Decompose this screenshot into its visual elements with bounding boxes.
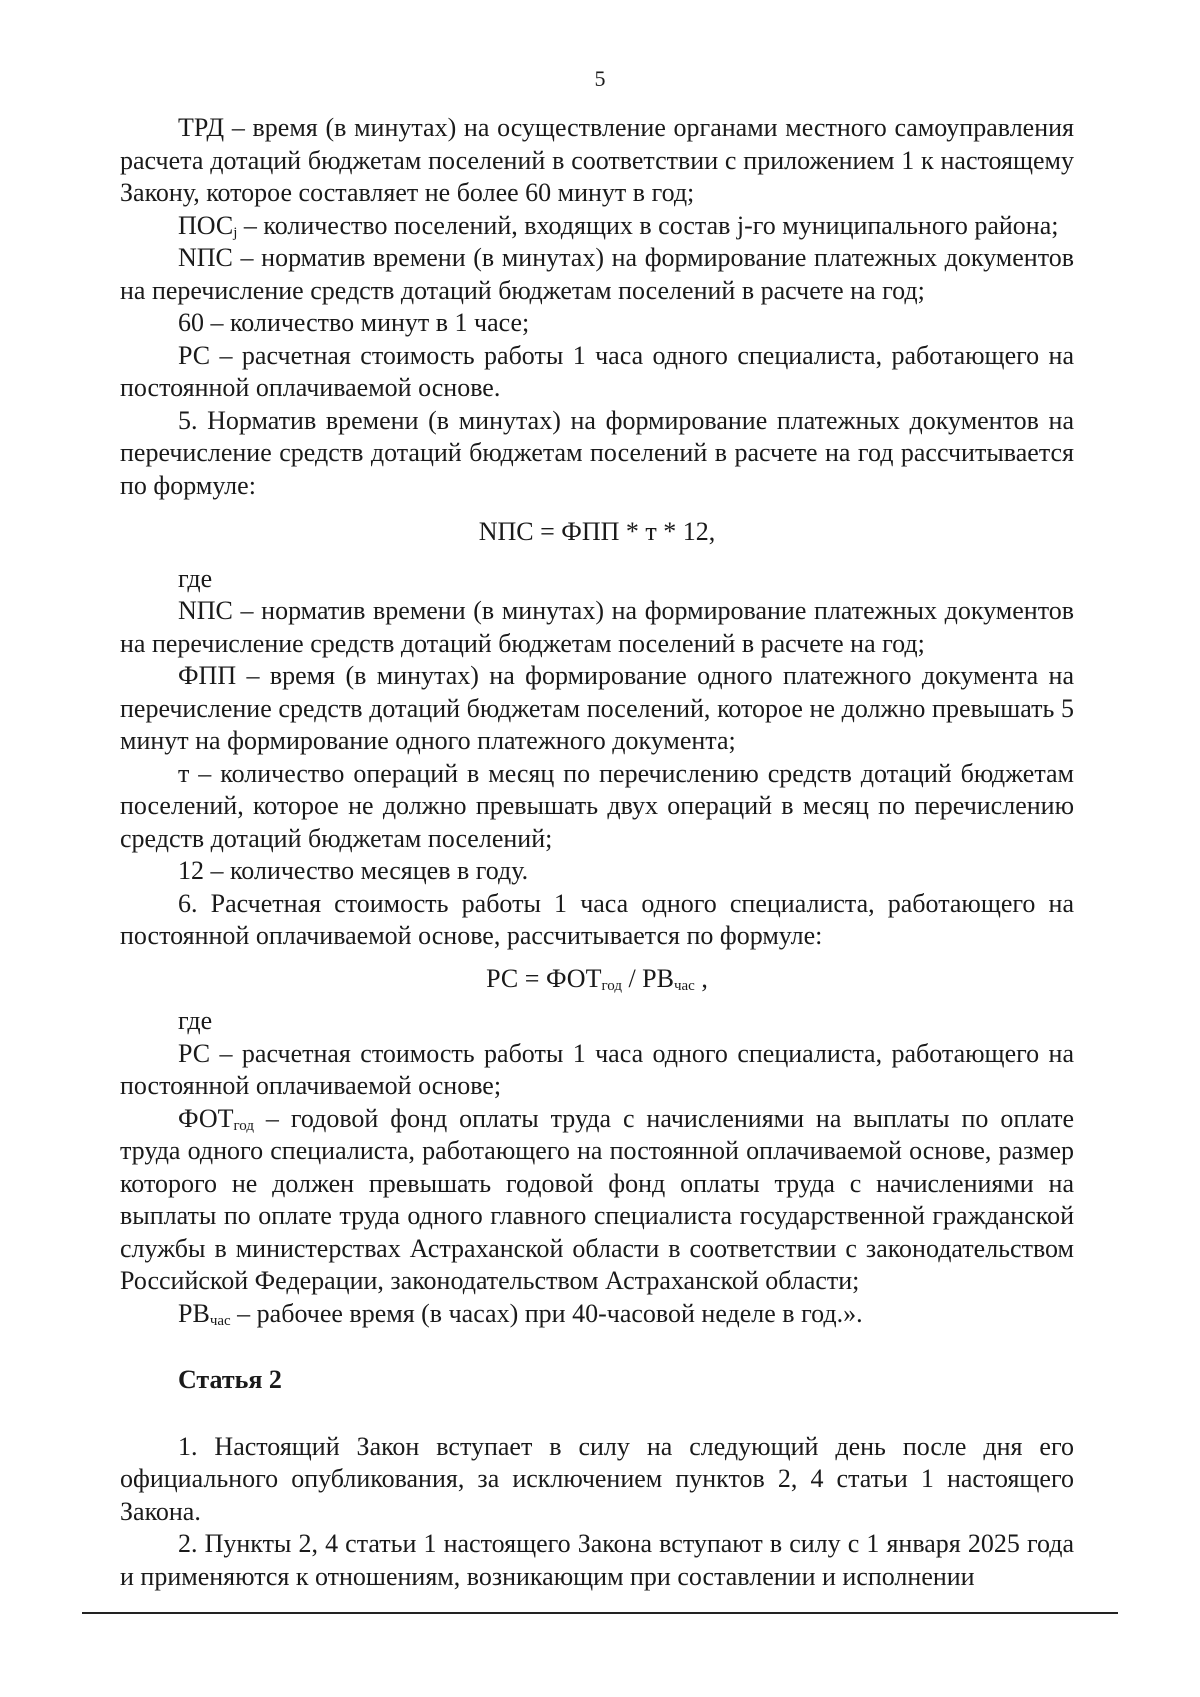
paragraph-pos: [120, 210, 1074, 243]
subscript-chas: час: [673, 977, 695, 994]
formula-rs-part-b: / РВ: [621, 963, 674, 993]
term-pos: ПОС: [178, 210, 234, 240]
page-number: 5: [594, 66, 606, 91]
where-label: где: [178, 563, 213, 593]
paragraph-nps: NПС – норматив времени (в минутах) на формирование платежных документов на перечисление средств дотаций бюджетам поселений в расчете на год;: [120, 243, 1074, 305]
definition-fot: – годовой фонд оплаты труда с начислениями на выплаты по оплате труда одного специалиста, работающего на постоянной оплачиваемой основе, размер которого не должен превышать годовой фонд оплаты труда с начислениями на выплаты по оплате труда одного главного специалиста государственной гражданской службы в министерствах Астраханской области в соответствии с законодательством Российской Федерации, законодательством Астраханской области;: [120, 1103, 1074, 1295]
paragraph-60: 60 – количество минут в 1 часе;: [178, 308, 530, 337]
paragraph-fpp: ФПП – время (в минутах) на формирование одного платежного документа на перечисление средств дотаций бюджетам поселений, которое не должно превышать 5 минут на формирование одного платежного документа;: [120, 661, 1074, 755]
paragraph-article2-1: 1. Настоящий Закон вступает в силу на следующий день после дня его официального опубликования, за исключением пунктов 2, 4 статьи 1 настоящего Закона.: [120, 1431, 1074, 1526]
subscript-fot-god: год: [233, 1117, 255, 1134]
formula-nps: NПС = ФПП * т * 12,: [478, 517, 716, 546]
subscript-god: год: [601, 977, 622, 994]
definition-pos: – количество поселений, входящих в состав j-го муниципального района;: [237, 210, 1059, 240]
where-label-2: где: [178, 1006, 213, 1035]
paragraph-trd: ТРД – время (в минутах) на осуществление органами местного самоуправления расчета дотаций бюджетам поселений в соответствии с приложением 1 к настоящему Закону, которое составляет не более 60 минут в год;: [120, 113, 1074, 207]
paragraph-item-6: 6. Расчетная стоимость работы 1 часа одного специалиста, работающего на постоянной оплачиваемой основе, рассчитывается по формуле:: [120, 888, 1074, 950]
formula-rs-part-c: ,: [694, 963, 708, 993]
paragraph-t: т – количество операций в месяц по перечислению средств дотаций бюджетам поселений, которое не должно превышать двух операций в месяц по перечислению средств дотаций бюджетам поселений;: [120, 758, 1074, 853]
definition-rv: – рабочее время (в часах) при 40-часовой неделе в год.».: [230, 1298, 863, 1328]
formula-rs-part-a: РС = ФОТ: [486, 963, 602, 993]
paragraph-article2-2: 2. Пункты 2, 4 статьи 1 настоящего Закона вступают в силу с 1 января 2025 года и применяются к отношениям, возникающим при составлении и исполнении: [120, 1529, 1074, 1591]
subscript-rv-chas: час: [209, 1312, 231, 1329]
term-fot: ФОТ: [178, 1103, 234, 1133]
footer-divider: [82, 1612, 1118, 1614]
paragraph-12: 12 – количество месяцев в году.: [178, 856, 529, 885]
formula-rs: [120, 963, 1074, 996]
paragraph-fot: [120, 1103, 1074, 1298]
paragraph-rv: [120, 1298, 1074, 1331]
term-rv: РВ: [178, 1298, 210, 1328]
document-body: [120, 112, 1074, 1593]
paragraph-rs-def: РС – расчетная стоимость работы 1 часа одного специалиста, работающего на постоянной оплачиваемой основе;: [120, 1038, 1074, 1100]
paragraph-rs: РС – расчетная стоимость работы 1 часа одного специалиста, работающего на постоянной оплачиваемой основе.: [120, 340, 1074, 402]
paragraph-nps-def: NПС – норматив времени (в минутах) на формирование платежных документов на перечисление средств дотаций бюджетам поселений в расчете на год;: [120, 596, 1074, 658]
article-2-heading: Статья 2: [178, 1365, 282, 1394]
paragraph-item-5: 5. Норматив времени (в минутах) на формирование платежных документов на перечисление средств дотаций бюджетам поселений в расчете на год рассчитывается по формуле:: [120, 405, 1074, 500]
subscript-j: j: [233, 224, 238, 241]
